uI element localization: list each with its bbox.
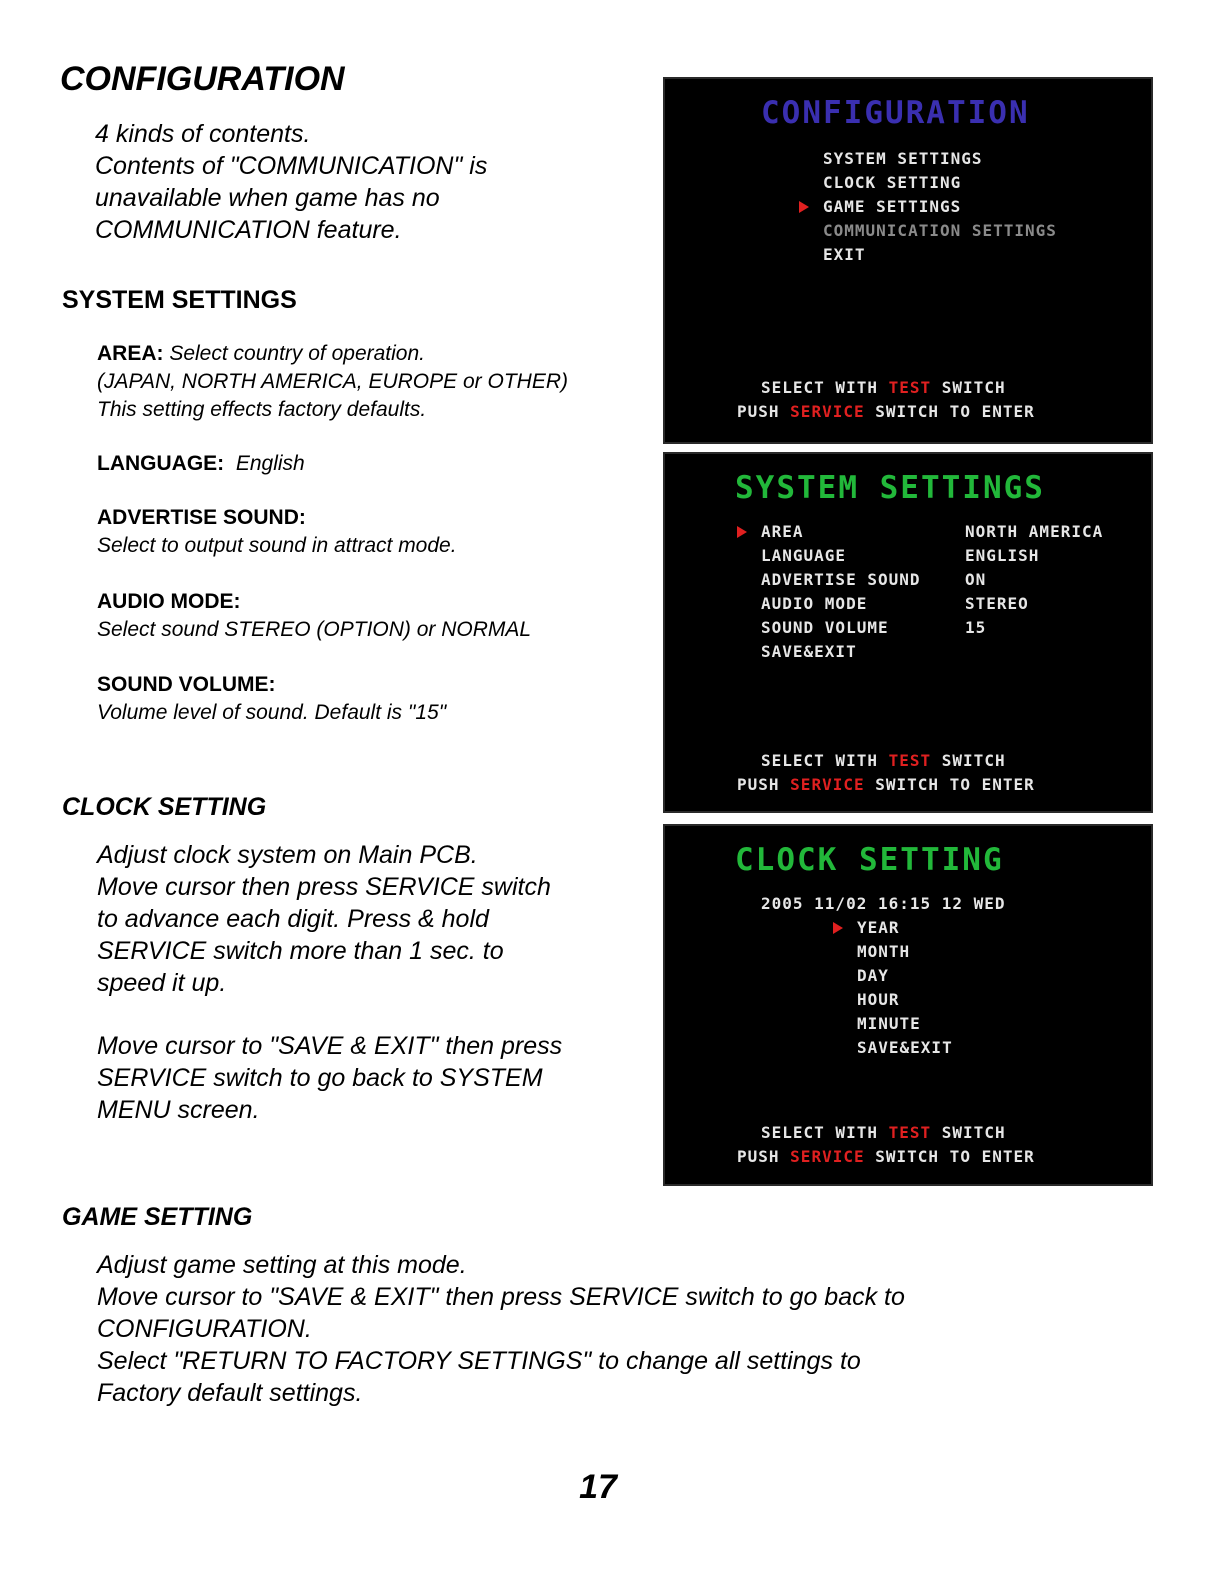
area-desc-line: Select country of operation. xyxy=(163,342,425,365)
advertise-sound-desc: Select to output sound in attract mode. xyxy=(97,534,457,557)
clock-setting-text-2 xyxy=(97,1030,562,1126)
switch-to-enter-text: SWITCH TO ENTER xyxy=(875,775,1035,794)
cursor-arrow-icon xyxy=(799,201,809,213)
clock-item-day[interactable]: DAY xyxy=(857,966,889,985)
switch-text: SWITCH xyxy=(941,751,1006,770)
switch-to-enter-text: SWITCH TO ENTER xyxy=(875,1147,1035,1166)
area-desc-line: (JAPAN, NORTH AMERICA, EUROPE or OTHER) xyxy=(97,370,568,393)
advertise-sound-description xyxy=(97,504,457,560)
clock-line: SERVICE switch to go back to SYSTEM xyxy=(97,1064,543,1092)
clock-item-save-exit[interactable]: SAVE&EXIT xyxy=(857,1038,953,1057)
page-number: 17 xyxy=(579,1468,617,1506)
intro-line: unavailable when game has no xyxy=(95,184,440,212)
area-description xyxy=(97,340,568,424)
test-text: TEST xyxy=(888,378,932,397)
system-screen-title: SYSTEM SETTINGS xyxy=(735,470,1045,506)
language-label: LANGUAGE: xyxy=(97,452,225,475)
clock-item-hour[interactable]: HOUR xyxy=(857,990,900,1009)
system-item-audio-mode[interactable]: AUDIO MODE xyxy=(761,594,868,613)
clock-line: MENU screen. xyxy=(97,1096,260,1124)
advertise-sound-label: ADVERTISE SOUND: xyxy=(97,506,306,529)
game-line: CONFIGURATION. xyxy=(97,1315,312,1343)
configuration-screen xyxy=(663,77,1153,444)
clock-line: Move cursor to "SAVE & EXIT" then press xyxy=(97,1032,563,1060)
audio-mode-desc: Select sound STEREO (OPTION) or NORMAL xyxy=(97,618,532,641)
cursor-arrow-icon xyxy=(833,922,843,934)
config-item-system[interactable]: SYSTEM SETTINGS xyxy=(823,149,983,168)
system-item-save-exit[interactable]: SAVE&EXIT xyxy=(761,642,857,661)
switch-to-enter-text: SWITCH TO ENTER xyxy=(875,402,1035,421)
clock-screen-title: CLOCK SETTING xyxy=(735,842,1004,878)
sound-volume-label: SOUND VOLUME: xyxy=(97,673,276,696)
system-item-advertise-sound[interactable]: ADVERTISE SOUND xyxy=(761,570,921,589)
language-value: English xyxy=(235,452,305,475)
service-text: SERVICE xyxy=(790,1147,865,1166)
clock-setting-heading: CLOCK SETTING xyxy=(62,793,267,821)
system-item-language[interactable]: LANGUAGE xyxy=(761,546,847,565)
config-screen-title: CONFIGURATION xyxy=(761,95,1030,131)
select-instruction xyxy=(761,1123,1006,1142)
intro-line: COMMUNICATION feature. xyxy=(95,216,402,244)
config-item-clock[interactable]: CLOCK SETTING xyxy=(823,173,962,192)
push-text: PUSH xyxy=(737,775,780,794)
intro-text xyxy=(95,118,487,246)
system-item-sound-volume[interactable]: SOUND VOLUME xyxy=(761,618,889,637)
select-text: SELECT WITH xyxy=(761,1123,878,1142)
game-line: Adjust game setting at this mode. xyxy=(97,1251,467,1279)
push-instruction xyxy=(737,775,1035,794)
sound-volume-desc: Volume level of sound. Default is "15" xyxy=(97,701,447,724)
config-item-communication: COMMUNICATION SETTINGS xyxy=(823,221,1057,240)
config-item-game[interactable]: GAME SETTINGS xyxy=(823,197,962,216)
sound-volume-description xyxy=(97,671,446,727)
language-description xyxy=(97,450,305,478)
game-line: Move cursor to "SAVE & EXIT" then press SERVICE switch to go back to xyxy=(97,1283,905,1311)
system-settings-heading: SYSTEM SETTINGS xyxy=(62,286,297,314)
push-text: PUSH xyxy=(737,402,780,421)
test-text: TEST xyxy=(888,751,932,770)
clock-line: Adjust clock system on Main PCB. xyxy=(97,841,478,869)
system-settings-screen xyxy=(663,452,1153,813)
select-instruction xyxy=(761,751,1006,770)
clock-line: to advance each digit. Press & hold xyxy=(97,905,489,933)
clock-setting-screen xyxy=(663,824,1153,1186)
area-desc-line: This setting effects factory defaults. xyxy=(97,398,427,421)
game-setting-text xyxy=(97,1249,905,1409)
switch-text: SWITCH xyxy=(941,1123,1006,1142)
clock-item-minute[interactable]: MINUTE xyxy=(857,1014,921,1033)
config-item-exit[interactable]: EXIT xyxy=(823,245,866,264)
clock-item-year[interactable]: YEAR xyxy=(857,918,900,937)
clock-line: SERVICE switch more than 1 sec. to xyxy=(97,937,504,965)
area-value: NORTH AMERICA xyxy=(965,522,1104,541)
test-text: TEST xyxy=(888,1123,932,1142)
push-instruction xyxy=(737,402,1035,421)
game-line: Factory default settings. xyxy=(97,1379,363,1407)
sound-volume-value: 15 xyxy=(965,618,987,637)
game-line: Select "RETURN TO FACTORY SETTINGS" to change all settings to xyxy=(97,1347,861,1375)
push-text: PUSH xyxy=(737,1147,780,1166)
area-label: AREA: xyxy=(97,342,164,365)
clock-line: Move cursor then press SERVICE switch xyxy=(97,873,551,901)
clock-setting-text xyxy=(97,839,551,999)
language-value: ENGLISH xyxy=(965,546,1040,565)
select-text: SELECT WITH xyxy=(761,751,878,770)
audio-mode-description xyxy=(97,588,531,644)
audio-mode-label: AUDIO MODE: xyxy=(97,590,241,613)
intro-line: Contents of "COMMUNICATION" is xyxy=(95,152,488,180)
system-item-area[interactable]: AREA xyxy=(761,522,804,541)
service-text: SERVICE xyxy=(790,402,865,421)
switch-text: SWITCH xyxy=(941,378,1006,397)
clock-datetime: 2005 11/02 16:15 12 WED xyxy=(761,894,1006,913)
select-instruction xyxy=(761,378,1006,397)
intro-line: 4 kinds of contents. xyxy=(95,120,311,148)
cursor-arrow-icon xyxy=(737,526,747,538)
clock-line: speed it up. xyxy=(97,969,227,997)
page-title: CONFIGURATION xyxy=(60,60,345,98)
push-instruction xyxy=(737,1147,1035,1166)
advertise-sound-value: ON xyxy=(965,570,987,589)
service-text: SERVICE xyxy=(790,775,865,794)
clock-item-month[interactable]: MONTH xyxy=(857,942,911,961)
audio-mode-value: STEREO xyxy=(965,594,1029,613)
select-text: SELECT WITH xyxy=(761,378,878,397)
game-setting-heading: GAME SETTING xyxy=(62,1203,253,1231)
